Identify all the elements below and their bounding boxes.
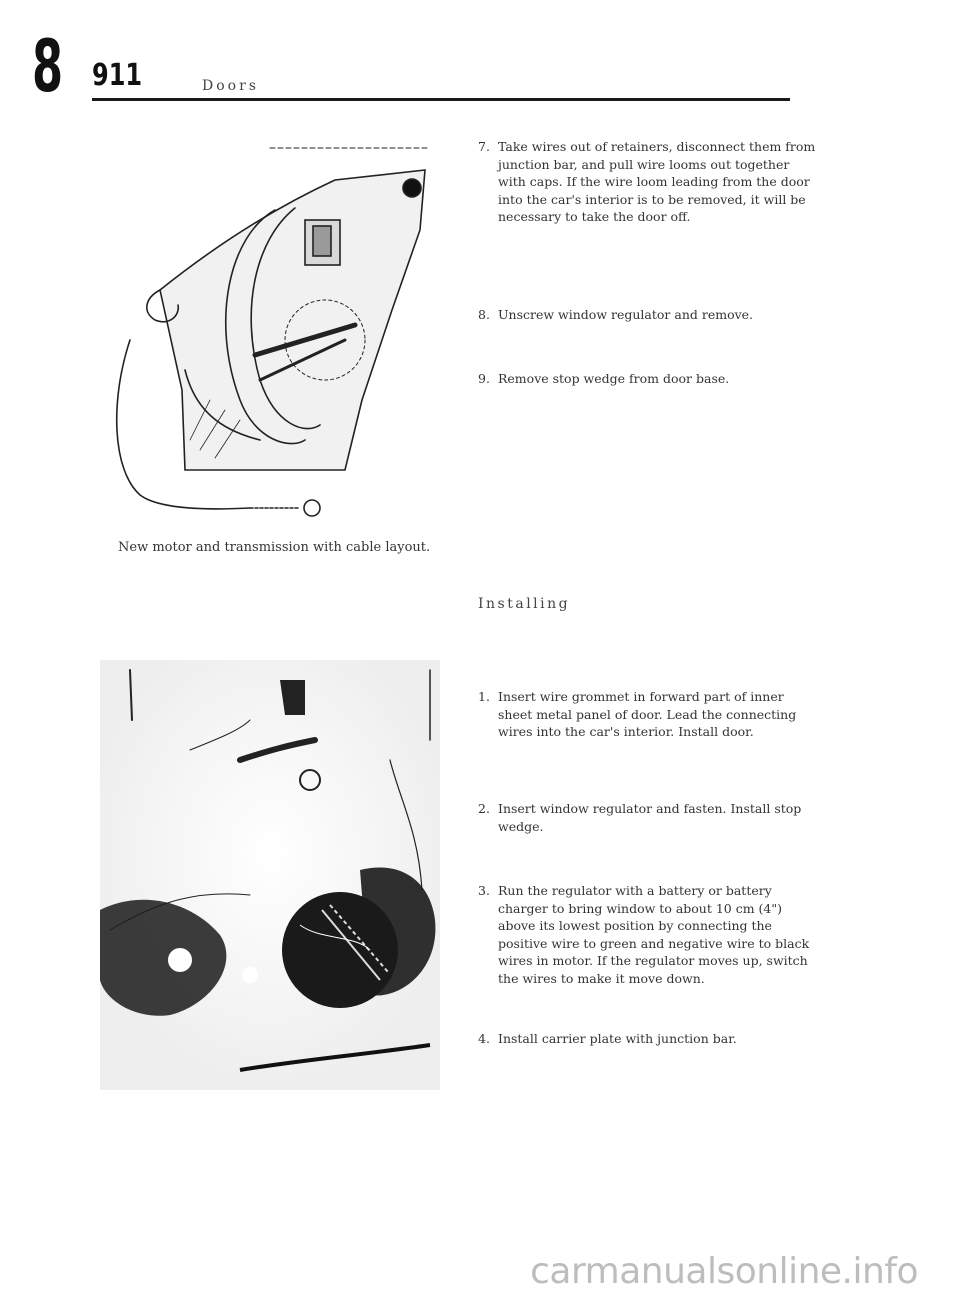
install-step-4 [478,1030,818,1048]
step-text: Run the regulator with a battery or battery charger to bring window to about 10 cm (4") above its lowest position by connecting the positive wire to green and negative wire to black wires in motor. If the regulator moves up, switch the wires to make it move down. [498,883,810,986]
step-7 [478,138,818,226]
step-number: 3. [478,883,490,898]
step-text: Remove stop wedge from door base. [498,371,730,386]
step-number: 4. [478,1031,490,1046]
step-number: 8. [478,307,490,322]
step-text: Install carrier plate with junction bar. [498,1031,737,1046]
step-number: 1. [478,689,490,704]
watermark: carmanualsonline.info [530,1251,918,1292]
chapter-number: 8 [32,24,64,108]
step-text: Insert wire grommet in forward part of inner sheet metal panel of door. Lead the connecting wires into the car's interior. Install door. [498,689,797,739]
figure-regulator-motor-photo [100,660,440,1090]
installing-heading: Installing [478,596,571,612]
header-rule [92,98,790,101]
step-number: 7. [478,139,490,154]
step-text: Insert window regulator and fasten. Install stop wedge. [498,801,802,834]
install-step-2 [478,800,818,835]
model-label: 911 [92,58,143,93]
step-text: Take wires out of retainers, disconnect them from junction bar, and pull wire looms out together with caps. If the wire loom leading from the door into the car's interior is to be removed, it will be necessary to take the door off. [498,139,816,224]
step-8 [478,306,818,324]
figure-door-cable-layout [100,140,440,530]
install-step-1 [478,688,818,741]
step-9 [478,370,818,388]
step-text: Unscrew window regulator and remove. [498,307,754,322]
figure-caption: New motor and transmission with cable layout. [118,540,431,555]
install-step-3 [478,882,818,987]
step-number: 9. [478,371,490,386]
step-number: 2. [478,801,490,816]
section-title: Doors [202,78,259,94]
